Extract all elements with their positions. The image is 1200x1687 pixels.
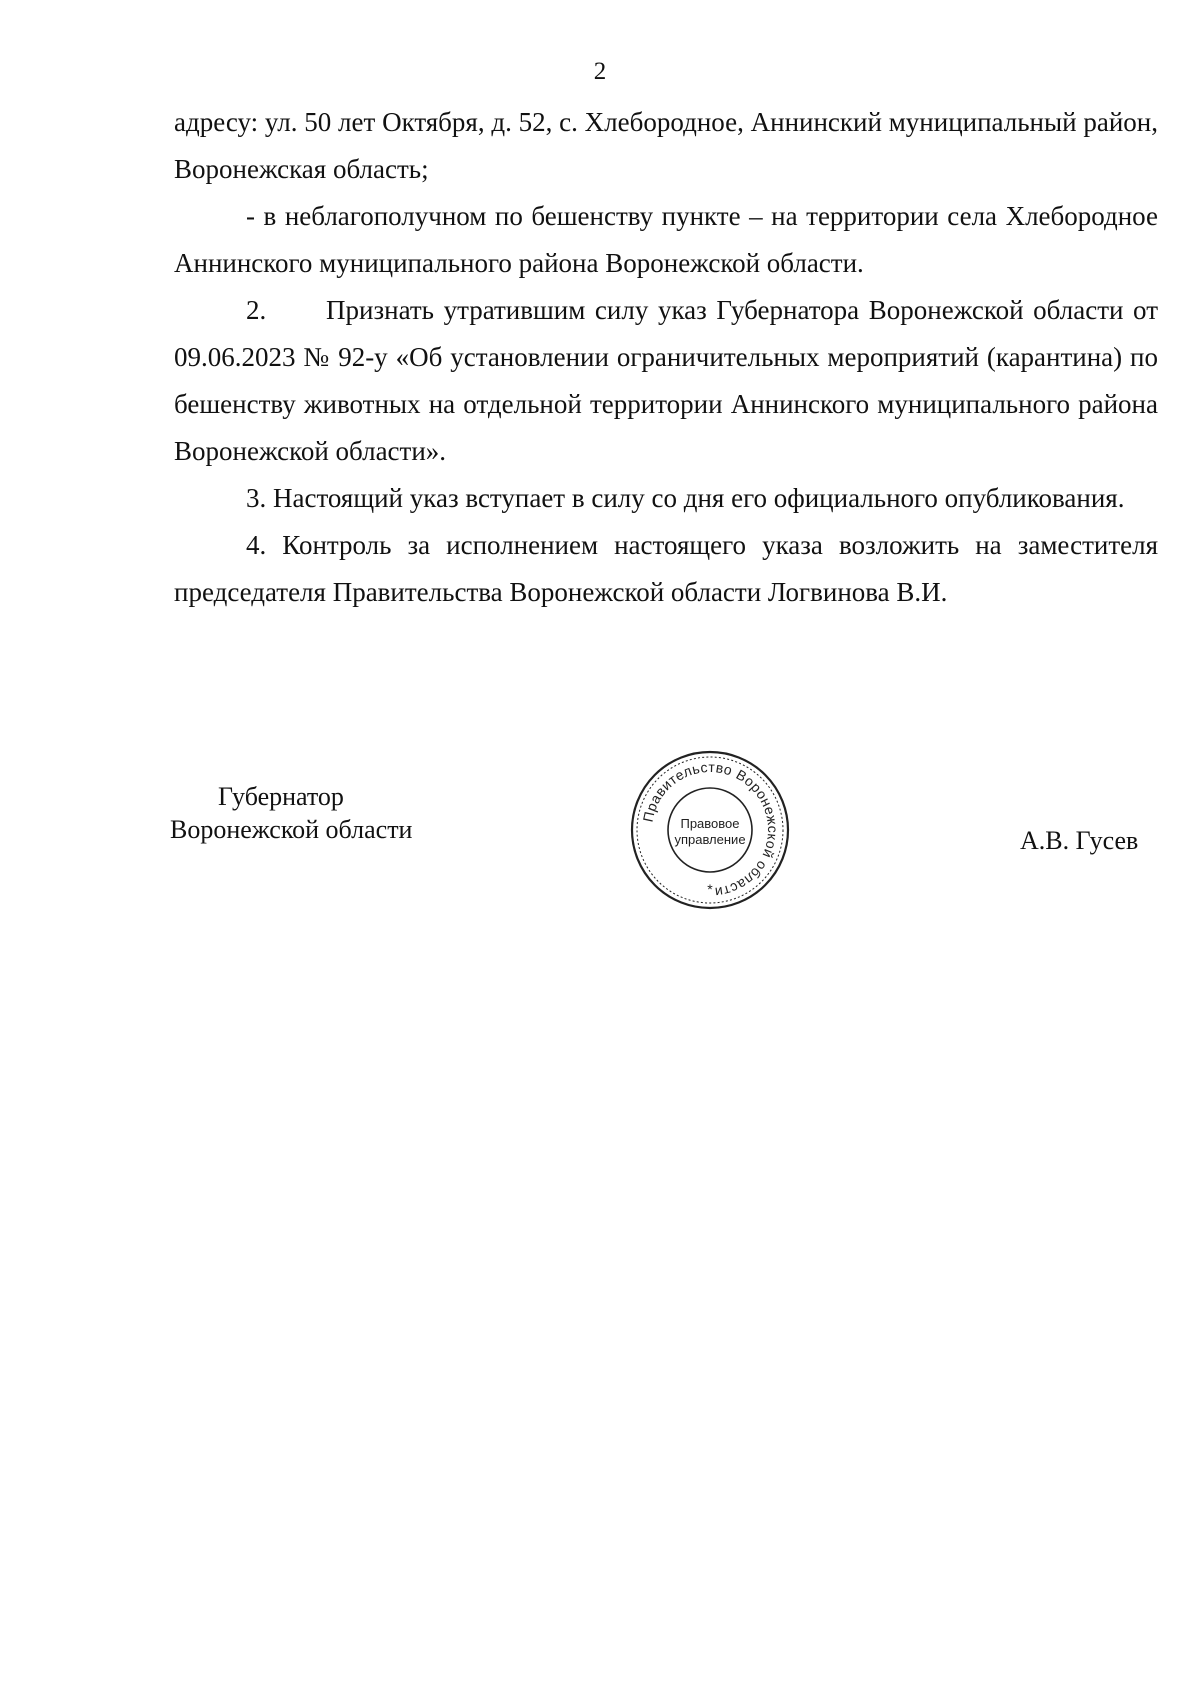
paragraph-item-3: 3. Настоящий указ вступает в силу со дня его официального опубликования. — [246, 483, 1125, 513]
signatory-name: А.В. Гусев — [1020, 826, 1139, 855]
stamp-star: * — [707, 881, 713, 897]
paragraph-item-4: 4. Контроль за исполнением настоящего указа возложить на заместителя председателя Правительства Воронежской области Логвинова В.И. — [174, 530, 1158, 607]
stamp-center-line1: Правовое — [680, 816, 740, 831]
signature-title — [170, 780, 412, 846]
signature-title-line2: Воронежской области — [170, 815, 413, 844]
stamp-center-line2: управление — [674, 832, 746, 847]
paragraph-unfavorable-point: - в неблагополучном по бешенству пункте – на территории села Хлебородное Аннинского муниципального района Воронежской области. — [174, 201, 1158, 278]
paragraph-address: адресу: ул. 50 лет Октября, д. 52, с. Хлебородное, Аннинский муниципальный район, Воронежская область; — [174, 107, 1158, 184]
official-stamp — [628, 748, 792, 912]
item-number: 2. — [246, 295, 267, 325]
stamp-ring-text: Правительство Воронежской области — [639, 758, 782, 901]
signature-title-line1: Губернатор — [218, 782, 344, 811]
item-2-text: Признать утратившим силу указ Губернатора Воронежской области от 09.06.2023 № 92-у «Об установлении ограничительных мероприятий (карантина) по бешенству животных на отдельной территории Аннинского муниципального района Воронежской области». — [174, 295, 1158, 466]
page-number: 2 — [593, 58, 607, 85]
document-body — [174, 99, 1158, 616]
paragraph-item-2 — [174, 287, 1158, 475]
stamp-graphic — [628, 748, 792, 912]
